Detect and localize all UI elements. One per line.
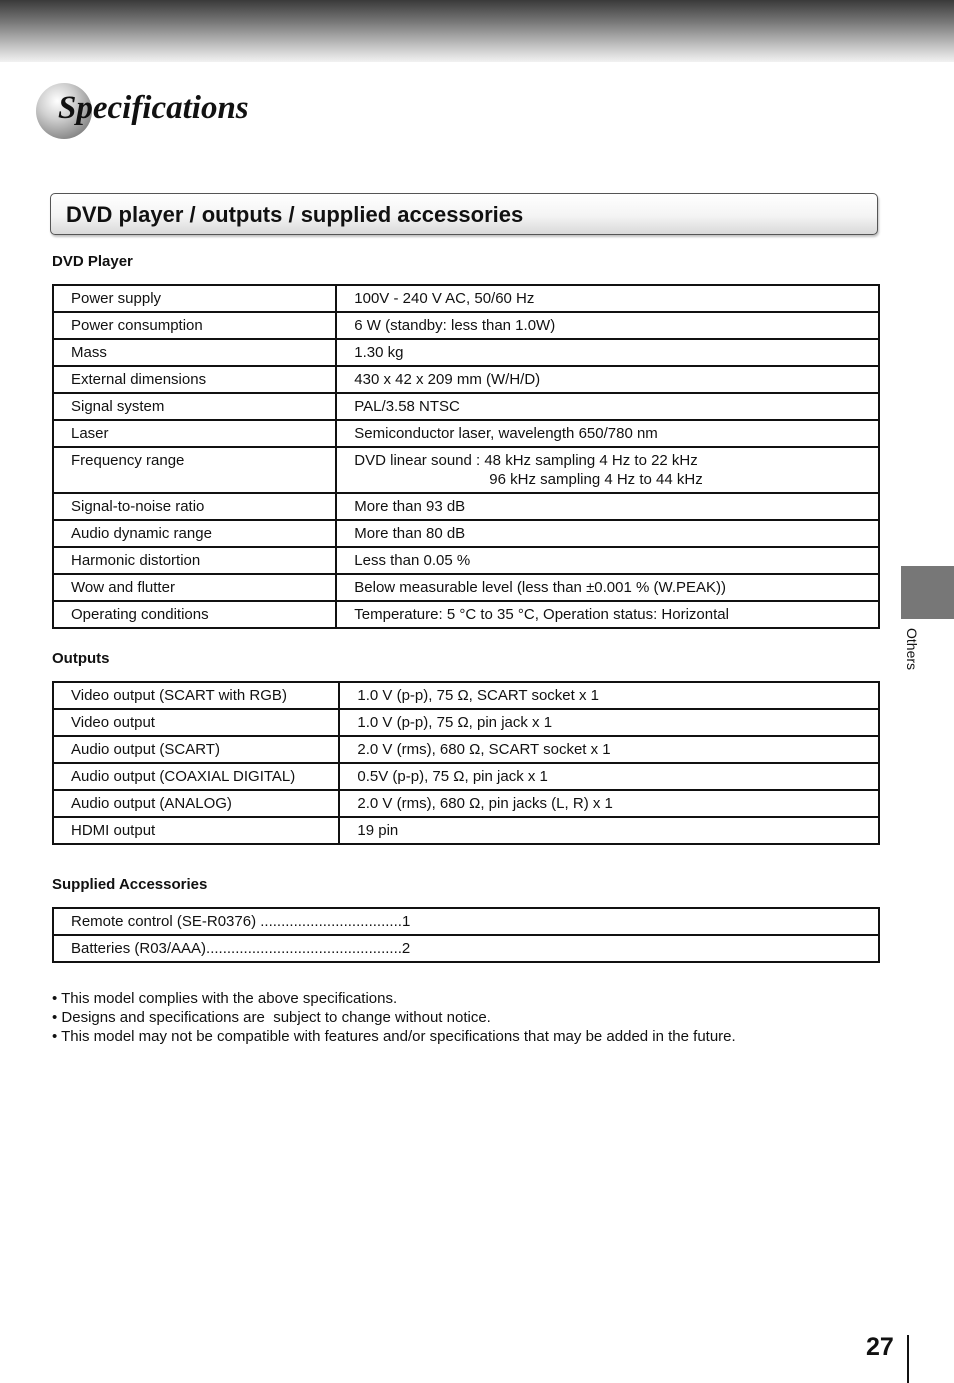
output-label: Video output [53,709,339,736]
table-row [53,366,879,393]
accessories-heading: Supplied Accessories [52,876,208,893]
dvd-player-heading: DVD Player [52,253,133,270]
output-value: 2.0 V (rms), 680 Ω, pin jacks (L, R) x 1 [339,790,879,817]
page-title: Specifications [58,90,249,126]
page-number-rule [907,1335,909,1383]
output-label: Audio output (ANALOG) [53,790,339,817]
spec-value: PAL/3.58 NTSC [336,393,879,420]
spec-value: Below measurable level (less than ±0.001 % (W.PEAK)) [336,574,879,601]
spec-label: Audio dynamic range [53,520,336,547]
top-header-band [0,0,954,62]
table-row [53,312,879,339]
spec-label: Power consumption [53,312,336,339]
table-row [53,790,879,817]
output-value: 19 pin [339,817,879,844]
section-title: DVD player / outputs / supplied accessories [66,202,524,227]
table-row [53,817,879,844]
table-row [53,493,879,520]
output-label: Video output (SCART with RGB) [53,682,339,709]
section-header-box [50,193,878,235]
notes-list [52,989,736,1046]
spec-value: 100V - 240 V AC, 50/60 Hz [336,285,879,312]
dvd-player-spec-table [52,284,880,629]
spec-label: Harmonic distortion [53,547,336,574]
spec-label: Wow and flutter [53,574,336,601]
outputs-spec-table [52,681,880,845]
spec-label: Power supply [53,285,336,312]
spec-value: Temperature: 5 °C to 35 °C, Operation status: Horizontal [336,601,879,628]
output-label: HDMI output [53,817,339,844]
note-item: • Designs and specifications are subject to change without notice. [52,1009,491,1026]
output-value: 1.0 V (p-p), 75 Ω, pin jack x 1 [339,709,879,736]
table-row [53,574,879,601]
spec-value: 6 W (standby: less than 1.0W) [336,312,879,339]
note-item: • This model may not be compatible with features and/or specifications that may be added in the future. [52,1028,736,1045]
table-row [53,736,879,763]
spec-value-line-1: DVD linear sound : 48 kHz sampling 4 Hz to 22 kHz [354,452,698,469]
output-value: 2.0 V (rms), 680 Ω, SCART socket x 1 [339,736,879,763]
table-row [53,447,879,493]
outputs-heading: Outputs [52,650,110,667]
spec-label: Mass [53,339,336,366]
spec-label: Operating conditions [53,601,336,628]
output-label: Audio output (COAXIAL DIGITAL) [53,763,339,790]
spec-label: Laser [53,420,336,447]
spec-label: Signal-to-noise ratio [53,493,336,520]
table-row [53,285,879,312]
note-item: • This model complies with the above specifications. [52,990,398,1007]
spec-value [336,447,879,493]
table-row [53,709,879,736]
table-row [53,547,879,574]
spec-value: 430 x 42 x 209 mm (W/H/D) [336,366,879,393]
table-row [53,601,879,628]
table-row [53,420,879,447]
spec-label: Signal system [53,393,336,420]
spec-label: External dimensions [53,366,336,393]
output-value: 0.5V (p-p), 75 Ω, pin jack x 1 [339,763,879,790]
page-number: 27 [866,1333,894,1361]
table-row [53,393,879,420]
accessory-item: Remote control (SE-R0376) ..................................1 [53,908,879,935]
table-row [53,339,879,366]
table-row [53,763,879,790]
spec-label: Frequency range [53,447,336,493]
table-row [53,520,879,547]
table-row [53,908,879,935]
spec-value: More than 80 dB [336,520,879,547]
table-row [53,682,879,709]
table-row [53,935,879,962]
side-section-tab [901,566,954,619]
spec-value: Semiconductor laser, wavelength 650/780 nm [336,420,879,447]
spec-value: More than 93 dB [336,493,879,520]
accessory-item: Batteries (R03/AAA)...............................................2 [53,935,879,962]
spec-value: Less than 0.05 % [336,547,879,574]
output-value: 1.0 V (p-p), 75 Ω, SCART socket x 1 [339,682,879,709]
accessories-table [52,907,880,963]
spec-value-line-2: 96 kHz sampling 4 Hz to 44 kHz [489,471,703,488]
spec-value: 1.30 kg [336,339,879,366]
output-label: Audio output (SCART) [53,736,339,763]
side-tab-label: Others [904,628,920,671]
